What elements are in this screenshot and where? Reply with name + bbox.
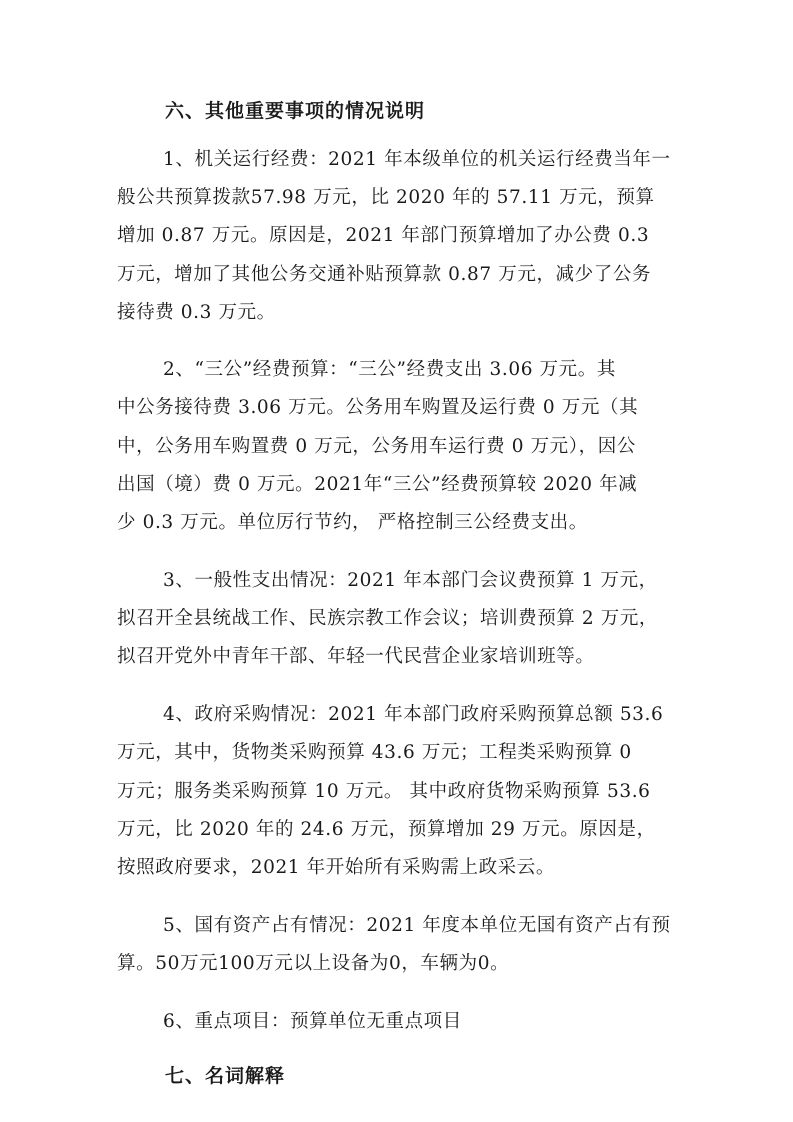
- section-6-heading: 六、其他重要事项的情况说明: [165, 100, 426, 122]
- item-2-line-2: 中公务接待费 3.06 万元。公务用车购置及运行费 0 万元（其: [117, 397, 639, 418]
- item-4-line-1: 4、政府采购情况：2021 年本部门政府采购预算总额 53.6: [163, 704, 664, 725]
- item-1-line-5: 接待费 0.3 万元。: [117, 302, 276, 323]
- item-2-line-1: 2、“三公”经费预算：“三公”经费支出 3.06 万元。其: [163, 359, 616, 380]
- item-4-line-3: 万元；服务类采购预算 10 万元。 其中政府货物采购预算 53.6: [117, 781, 651, 802]
- item-1-line-1: 1、机关运行经费：2021 年本级单位的机关运行经费当年一: [163, 149, 671, 170]
- item-5-line-1: 5、国有资产占有情况：2021 年度本单位无国有资产占有预: [163, 915, 671, 936]
- item-3-line-2: 拟召开全县统战工作、民族宗教工作会议；培训费预算 2 万元，: [117, 608, 659, 629]
- item-4-line-5: 按照政府要求，2021 年开始所有采购需上政采云。: [117, 857, 555, 878]
- item-1-line-3: 增加 0.87 万元。原因是，2021 年部门预算增加了办公费 0.3: [117, 225, 650, 246]
- item-4-line-4: 万元，比 2020 年的 24.6 万元，预算增加 29 万元。原因是，: [117, 819, 656, 840]
- item-4-line-2: 万元，其中，货物类采购预算 43.6 万元；工程类采购预算 0: [117, 742, 632, 763]
- item-5-line-2: 算。50万元100万元以上设备为0，车辆为0。: [117, 953, 510, 974]
- item-6-line-1: 6、重点项目：预算单位无重点项目: [163, 1011, 462, 1032]
- section-7-heading: 七、名词解释: [165, 1065, 286, 1087]
- item-1-line-4: 万元，增加了其他公务交通补贴预算款 0.87 万元，减少了公务: [117, 264, 652, 285]
- item-2-line-5: 少 0.3 万元。单位厉行节约， 严格控制三公经费支出。: [117, 512, 588, 533]
- item-1-line-2: 般公共预算拨款57.98 万元，比 2020 年的 57.11 万元，预算: [117, 187, 655, 208]
- item-3-line-1: 3、一般性支出情况：2021 年本部门会议费预算 1 万元，: [163, 570, 658, 591]
- item-2-line-4: 出国（境）费 0 万元。2021年“三公”经费预算较 2020 年减: [117, 474, 638, 495]
- item-3-line-3: 拟召开党外中青年干部、年轻一代民营企业家培训班等。: [117, 646, 595, 667]
- item-2-line-3: 中，公务用车购置费 0 万元，公务用车运行费 0 万元），因公: [117, 436, 636, 457]
